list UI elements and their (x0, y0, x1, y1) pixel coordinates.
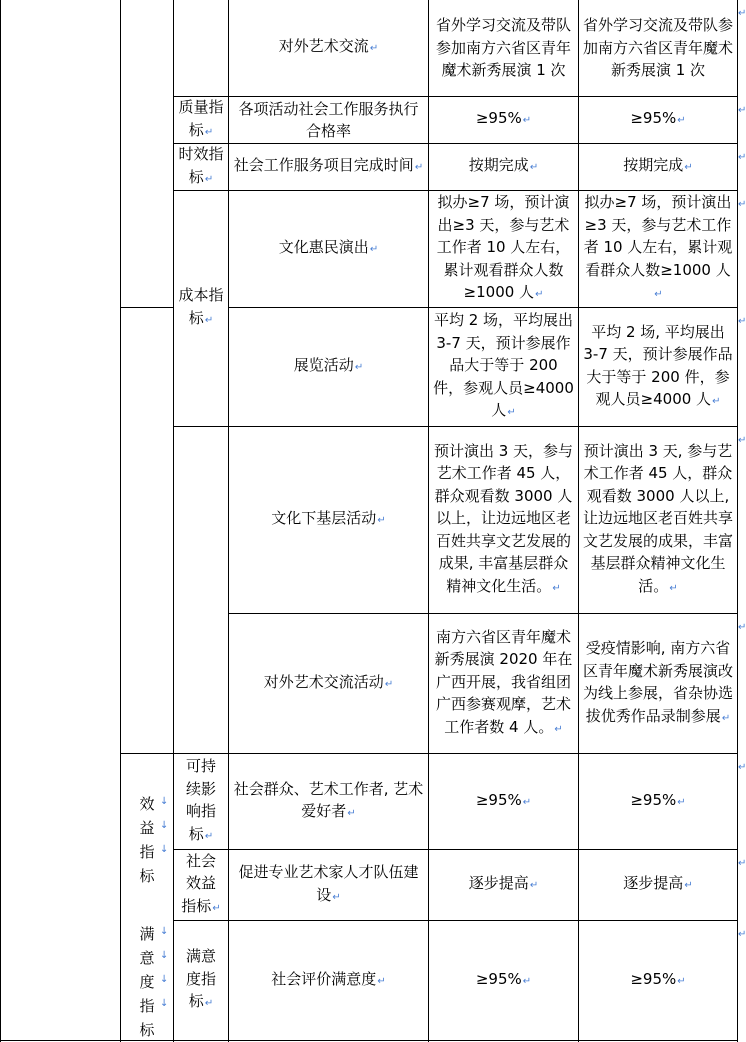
indicator-text: 促进专业艺术家人才队伍建设 (238, 863, 419, 904)
grid-line (0, 1040, 738, 1041)
sub-category-cell (174, 754, 228, 849)
indicator-cell (229, 144, 428, 190)
actual-text: 受疫情影响, 南方六省区青年魔术新秀展演改为线上参展，省杂协选拔优秀作品录制参展 (583, 639, 734, 725)
paragraph-mark: ↵ (529, 162, 539, 174)
row-end-mark: ↵ (738, 152, 746, 163)
paragraph-mark: ↵ (684, 162, 693, 174)
target-cell (429, 754, 578, 849)
row-end-mark: ↵ (738, 105, 746, 116)
paragraph-mark: ↵ (669, 582, 678, 594)
actual-text: 按期完成 (623, 156, 684, 175)
target-text: 预计演出 3 天，参与艺术工作者 45 人，群众观看数 3000 人以上，让边远地区老百姓共享文艺发展的成果, 丰富基层群众精神文化生活。 (433, 441, 574, 595)
row-end-mark: ↵ (738, 316, 746, 327)
target-text: 省外学习交流及带队参加南方六省区青年魔术新秀展演 1 次 (435, 16, 571, 80)
paragraph-mark: ↵ (414, 162, 424, 174)
actual-cell (579, 921, 737, 1040)
indicator-text: 社会评价满意度 (271, 969, 377, 988)
down-arrow-mark: ↓ (160, 820, 169, 831)
paragraph-mark: ↵ (384, 678, 394, 690)
grid-line (0, 0, 1, 1042)
target-cell (429, 0, 578, 96)
down-arrow-mark: ↓ (160, 998, 169, 1009)
target-text: 逐步提高 (468, 874, 529, 893)
paragraph-mark: ↵ (369, 43, 379, 55)
sub-category-cell (174, 97, 228, 143)
paragraph-mark: ↵ (377, 975, 386, 987)
actual-cell (579, 427, 737, 613)
indicator-cell (229, 754, 428, 849)
indicator-text: 各项活动社会工作服务执行合格率 (238, 99, 419, 140)
target-cell (429, 308, 578, 426)
indicator-cell (229, 0, 428, 96)
benefit-category-text: 效益指标 (139, 795, 155, 885)
indicator-text: 社会工作服务项目完成时间 (233, 156, 414, 175)
indicator-cell (229, 427, 428, 613)
paragraph-mark: ↵ (654, 289, 663, 301)
actual-cell (579, 191, 737, 307)
indicator-text: 文化下基层活动 (271, 509, 377, 528)
target-text: 拟办≥7 场，预计演出≥3 天，参与艺术工作者 10 人左右，累计观看群众人数≥1000 人 (436, 193, 571, 302)
actual-text: 省外学习交流及带队参加南方六省区青年魔术新秀展演 1 次 (583, 16, 734, 80)
paragraph-mark: ↵ (204, 314, 214, 326)
paragraph-mark: ↵ (369, 244, 379, 256)
indicator-cell (229, 191, 428, 307)
target-text: 南方六省区青年魔术新秀展演 2020 年在广西开展，我省组团广西参赛观摩，艺术工作者数 4 人。 (434, 627, 573, 736)
satisfaction-category-text: 满意度指标 (139, 925, 155, 1039)
target-cell (429, 427, 578, 613)
actual-cell (579, 0, 737, 96)
paragraph-mark: ↵ (554, 723, 563, 735)
target-text: 按期完成 (468, 156, 529, 175)
actual-cell (579, 308, 737, 426)
actual-text: ≥95% (630, 109, 677, 128)
paragraph-mark: ↵ (712, 396, 721, 407)
down-arrow-mark: ↓ (160, 950, 169, 961)
indicator-cell (229, 921, 428, 1040)
indicator-cell (229, 850, 428, 920)
actual-text: 平均 2 场, 平均展出 3-7 天，预计参展作品大于等于 200 件，参观人员≥4000 人 (583, 322, 733, 408)
paragraph-mark: ↵ (212, 902, 221, 914)
paragraph-mark: ↵ (204, 830, 214, 842)
paragraph-mark: ↵ (529, 880, 539, 892)
down-arrow-mark: ↓ (160, 926, 169, 937)
row-end-mark: ↵ (738, 858, 746, 869)
cost-category-text: 成本指标 (178, 286, 224, 327)
paragraph-mark: ↵ (204, 126, 214, 138)
target-cell (429, 614, 578, 753)
paragraph-mark: ↵ (347, 808, 356, 819)
row-end-mark: ↵ (738, 929, 746, 940)
actual-text: 逐步提高 (623, 874, 684, 893)
indicator-text: 对外艺术交流活动 (263, 672, 384, 691)
paragraph-mark: ↵ (677, 975, 686, 987)
sub-category-cell (174, 144, 228, 190)
actual-text: ≥95% (630, 790, 677, 809)
target-cell (429, 97, 578, 143)
target-text: ≥95% (475, 109, 522, 128)
actual-text: 预计演出 3 天, 参与艺术工作者 45 人，群众观看数 3000 人以上, 让边远地区老百姓共享文艺发展的成果，丰富基层群众精神文化生活。 (583, 441, 734, 595)
target-cell (429, 144, 578, 190)
paragraph-mark: ↵ (522, 975, 532, 987)
actual-cell (579, 97, 737, 143)
target-cell (429, 191, 578, 307)
actual-cell (579, 144, 737, 190)
target-text: ≥95% (475, 790, 522, 809)
indicator-cell (229, 308, 428, 426)
paragraph-mark: ↵ (522, 796, 532, 808)
indicator-text: 展览活动 (293, 356, 354, 375)
sub-category-cell (174, 850, 228, 920)
indicator-cell (229, 97, 428, 143)
target-text: ≥95% (475, 969, 522, 988)
row-end-mark: ↵ (738, 622, 746, 633)
target-cell (429, 850, 578, 920)
target-text: 平均 2 场，平均展出 3-7 天，预计参展作品大于等于 200 件，参观人员≥4000 人 (433, 311, 574, 420)
paragraph-mark: ↵ (204, 173, 214, 185)
sub-category-text: 质量指标 (178, 98, 224, 139)
cost-category-cell (174, 280, 228, 336)
actual-cell (579, 754, 737, 849)
sub-category-text: 社会效益指标 (181, 851, 216, 915)
paragraph-mark: ↵ (522, 115, 532, 127)
down-arrow-mark: ↓ (160, 974, 169, 985)
paragraph-mark: ↵ (684, 880, 693, 892)
grid-line (120, 307, 174, 308)
paragraph-mark: ↵ (354, 362, 364, 374)
indicator-cell (229, 614, 428, 753)
paragraph-mark: ↵ (721, 712, 731, 724)
actual-cell (579, 614, 737, 753)
paragraph-mark: ↵ (677, 115, 686, 127)
indicator-text: 对外艺术交流 (278, 37, 369, 56)
sub-category-text: 时效指标 (178, 145, 224, 186)
paragraph-mark: ↵ (377, 515, 386, 527)
sub-category-text: 满意度指标 (185, 947, 216, 1011)
row-end-mark: ↵ (738, 435, 746, 446)
paragraph-mark: ↵ (677, 796, 686, 808)
actual-text: ≥95% (630, 969, 677, 988)
paragraph-mark: ↵ (535, 289, 544, 301)
paragraph-mark: ↵ (507, 407, 516, 419)
paragraph-mark: ↵ (204, 998, 214, 1010)
indicator-text: 社会群众、艺术工作者, 艺术爱好者 (233, 779, 424, 820)
indicator-text: 文化惠民演出 (278, 238, 369, 257)
actual-text: 拟办≥7 场，预计演出≥3 天，参与艺术工作者 10 人左右，累计观看群众人数≥1000 人 (583, 193, 733, 279)
row-end-mark: ↵ (738, 762, 746, 773)
row-end-mark: ↵ (738, 199, 746, 210)
actual-cell (579, 850, 737, 920)
paragraph-mark: ↵ (332, 891, 341, 903)
sub-category-cell (174, 921, 228, 1040)
row-end-mark: ↵ (738, 8, 746, 19)
grid-line (120, 0, 121, 1042)
sub-category-text: 可持续影响指标 (185, 757, 216, 843)
down-arrow-mark: ↓ (160, 844, 169, 855)
down-arrow-mark: ↓ (160, 796, 169, 807)
paragraph-mark: ↵ (552, 582, 561, 594)
target-cell (429, 921, 578, 1040)
